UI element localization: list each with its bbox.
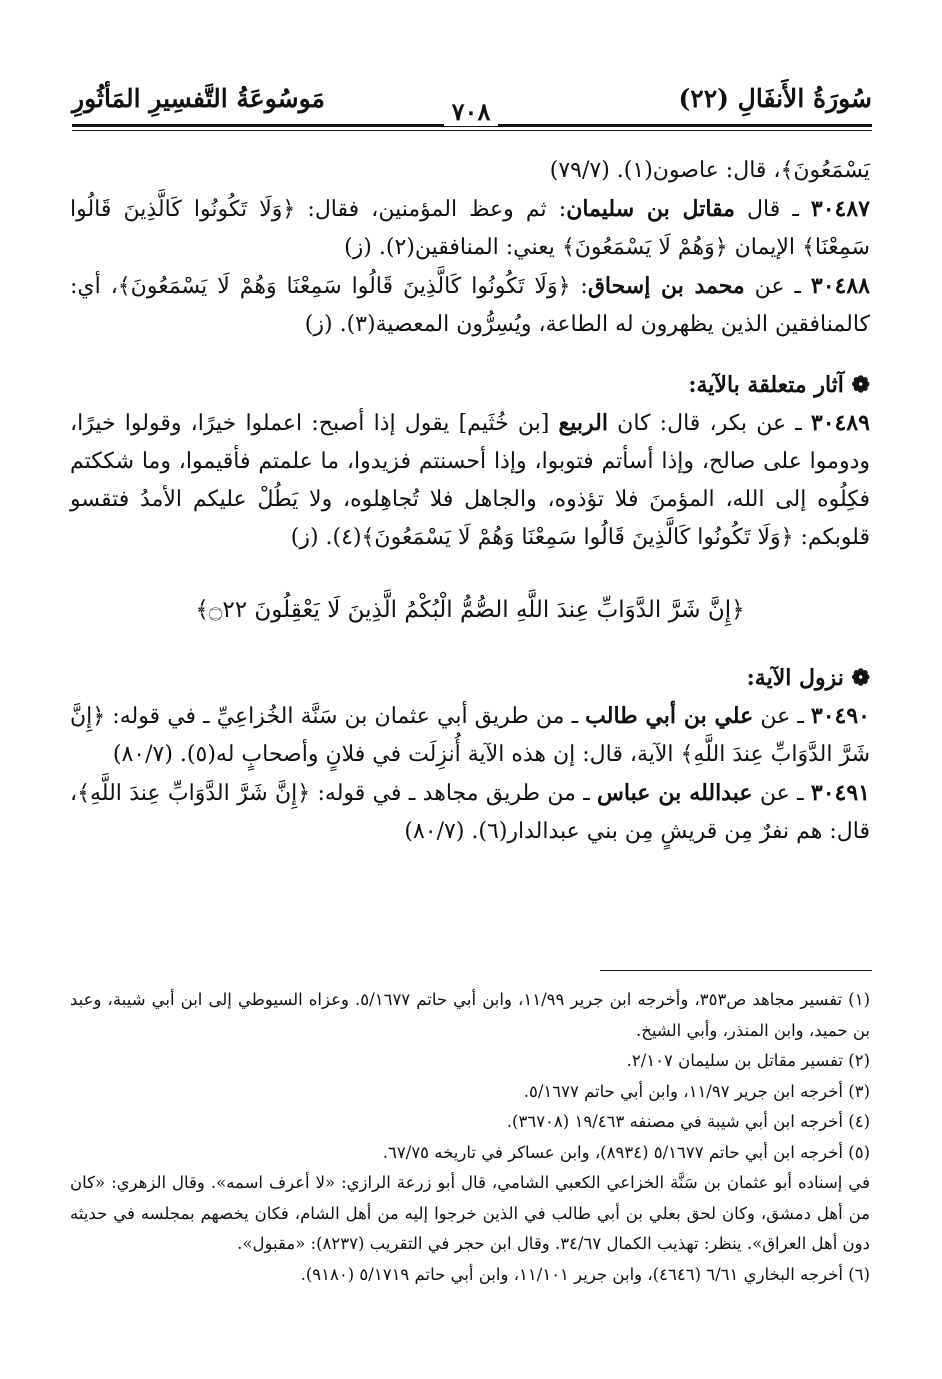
narration-30489 <box>70 404 870 557</box>
main-text <box>70 152 870 851</box>
narration-text: : ﴿وَلَا تَكُونُوا كَالَّذِينَ قَالُوا سَمِعْنَا وَهُمْ لَا يَسْمَعُونَ﴾، أي: كالمنافقين الذين يظهرون له الطاعة، ويُسِرُّون المعصية(٣). (ز) <box>70 274 870 337</box>
narration-number: ٣٠٤٨٧ <box>810 196 870 222</box>
narration-30491 <box>70 774 870 851</box>
footnotes <box>70 985 870 1290</box>
narration-number: ٣٠٤٨٨ <box>810 273 870 299</box>
narration-number: ٣٠٤٩١ <box>810 780 870 806</box>
narration-text: [بن خُثَيم] يقول إذا أصبح: اعملوا خيرًا، وقولوا خيرًا، ودوموا على صالح، وإذا أسأتم فتوبوا، وإذا أحسنتم فزيدوا، ما علمتم فأقيموا، وما شككتم فكِلُوه إلى الله، المؤمنَ فلا تؤذوه، والجاهل فلا تُجاهِلوه، ولا يَطُلْ عليكم الأمدُ فتقسو قلوبكم: ﴿وَلَا تَكُونُوا كَالَّذِينَ قَالُوا سَمِعْنَا وَهُمْ لَا يَسْمَعُونَ﴾(٤). (ز) <box>70 411 870 550</box>
narration-30488 <box>70 267 870 344</box>
narration-text: ـ عن <box>744 274 811 299</box>
narrator-name: محمد بن إسحاق <box>587 273 745 299</box>
narration-number: ٣٠٤٨٩ <box>810 410 870 436</box>
narration-30490 <box>70 697 870 774</box>
narration-text: ـ من طريق أبي عثمان بن سَنَّة الخُزاعِيِّ ـ في قوله: ﴿إِنَّ شَرَّ الدَّوَابِّ عِندَ اللَّهِ﴾ الآية، قال: إن هذه الآية أُنزِلَت في فلانٍ وأصحابٍ له(٥). (٨٠/٧) <box>70 704 870 767</box>
narration-text: : ثم وعظ المؤمنين، فقال: ﴿وَلَا تَكُونُوا كَالَّذِينَ قَالُوا سَمِعْنَا﴾ الإيمان ﴿وَهُمْ لَا يَسْمَعُونَ﴾ يعني: المنافقين(٢). (ز) <box>70 197 870 260</box>
footnote: (٥) أخرجه ابن أبي حاتم ٥/١٦٧٧ (٨٩٣٤)، وابن عساكر في تاريخه ٦٧/٧٥. <box>382 1142 870 1162</box>
narration-text: ـ من طريق مجاهد ـ في قوله: ﴿إِنَّ شَرَّ الدَّوَابِّ عِندَ اللَّهِ﴾، قال: هم نفرٌ مِن قريشٍ مِن بني عبدالدار(٦). (٨٠/٧) <box>70 781 870 844</box>
narrator-name: علي بن أبي طالب <box>585 703 754 729</box>
narrator-name: الربيع <box>558 410 608 436</box>
narration-30487 <box>70 190 870 267</box>
footnote: (٢) تفسير مقاتل بن سليمان ٢/١٠٧. <box>626 1051 870 1070</box>
narration-text: ـ عن بكر، قال: كان <box>607 411 811 436</box>
narrator-name: عبدالله بن عباس <box>597 780 753 806</box>
narration-text: ـ عن <box>753 704 811 729</box>
narrator-name: مقاتل بن سليمان <box>566 196 735 222</box>
narration-text: ـ قال <box>734 197 811 222</box>
footnote: (١) تفسير مجاهد ص٣٥٣، وأخرجه ابن جرير ١١/٩٩، وابن أبي حاتم ٥/١٦٧٧. وعزاه السيوطي إلى ابن أبي شيبة، وعبد بن حميد، وابن المنذر، وأبي الشيخ. <box>70 990 870 1040</box>
section-heading: ❁ نزول الآية: <box>746 665 870 691</box>
footnote-rule <box>600 970 872 971</box>
narration-text: ـ عن <box>752 781 811 806</box>
page-number: ٧٠٨ <box>444 97 499 126</box>
paragraph-continuation: يَسْمَعُونَ﴾، قال: عاصون(١). (٧٩/٧) <box>549 158 870 183</box>
surah-title: سُورَةُ الأَنفَالِ (٢٢) <box>678 84 872 113</box>
header-rule-thin <box>72 130 872 131</box>
section-heading: ❁ آثار متعلقة بالآية: <box>688 372 870 398</box>
book-title: مَوسُوعَةُ التَّفسِيرِ المَأثُورِ <box>72 84 325 113</box>
footnote: (٣) أخرجه ابن جرير ١١/٩٧، وابن أبي حاتم ٥/١٦٧٧. <box>523 1081 870 1101</box>
quran-verse: ﴿إِنَّ شَرَّ الدَّوَابِّ عِندَ اللَّهِ الصُّمُّ الْبُكْمُ الَّذِينَ لَا يَعْقِلُونَ ۝٢٢﴾ <box>195 597 745 623</box>
footnote: (٦) أخرجه البخاري ٦/٦١ (٤٦٤٦)، وابن جرير ١١/١٠١، وابن أبي حاتم ٥/١٧١٩ (٩١٨٠). <box>300 1264 870 1284</box>
footnote: (٤) أخرجه ابن أبي شيبة في مصنفه ١٩/٤٦٣ (٣٦٧٠٨). <box>506 1112 870 1131</box>
page-number-wrap <box>0 97 942 126</box>
narration-number: ٣٠٤٩٠ <box>810 703 870 729</box>
footnote: في إسناده أبو عثمان بن سَنَّة الخزاعي الكعبي الشامي، قال أبو زرعة الرازي: «لا أعرف اسمه». وقال الزهري: «كان من أهل دمشق، وكان لحق بعلي بن أبي طالب في الذين خرجوا إليه من أهل الشام، فكان يخصهم بمجلسه في حديثه دون أهل العراق». ينظر: تهذيب الكمال ٣٤/٦٧. وقال ابن حجر في التقريب (٨٢٣٧): «مقبول». <box>70 1173 870 1253</box>
